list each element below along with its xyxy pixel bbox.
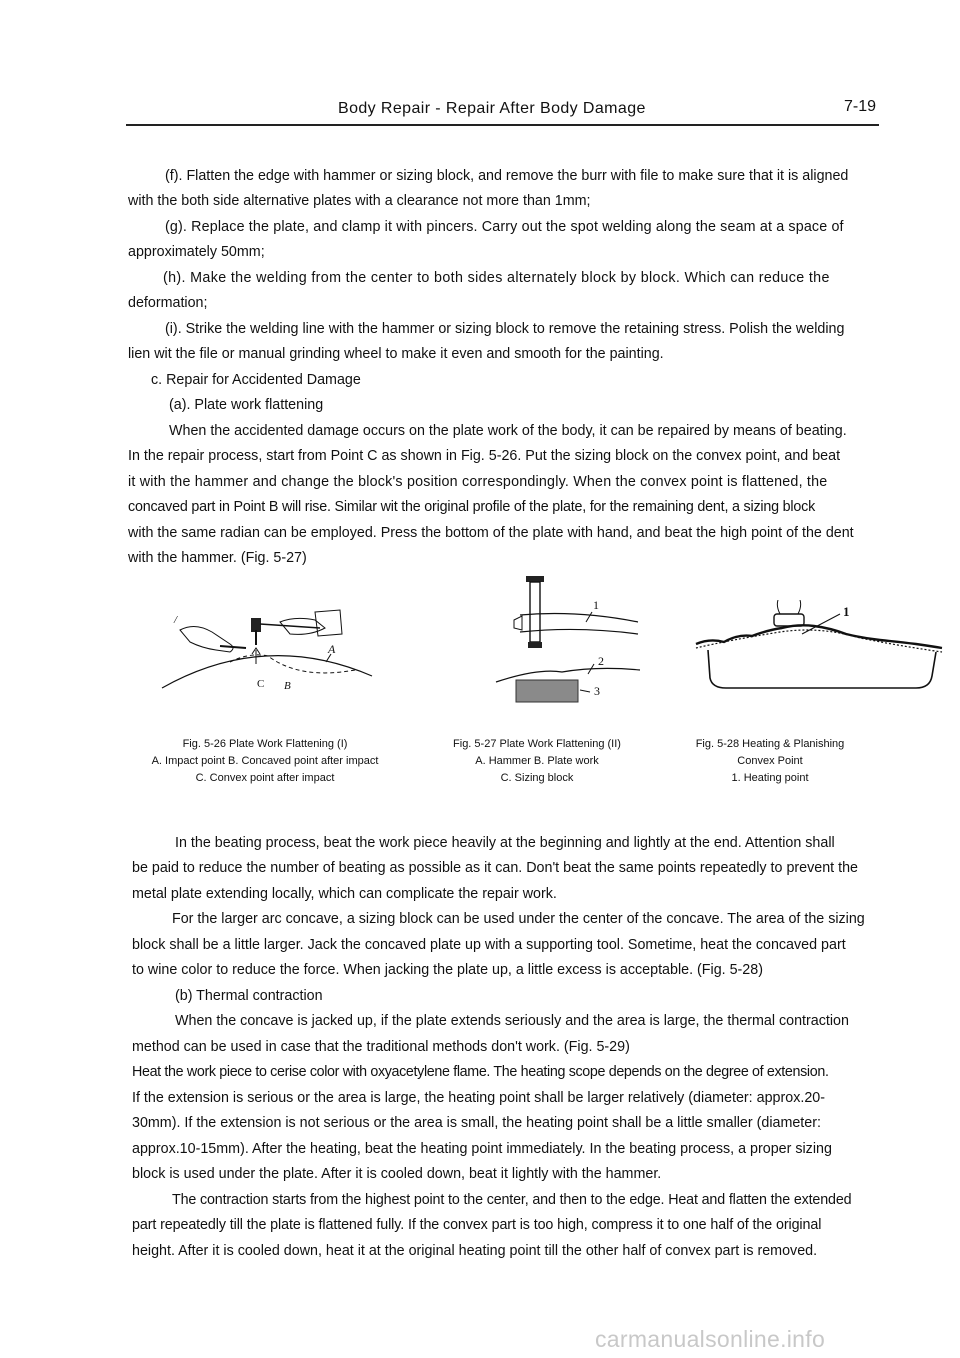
text-line: deformation; <box>128 295 208 311</box>
page-number: 7-19 <box>843 98 876 115</box>
figure-label-one: 1 <box>843 604 850 619</box>
caption-line: 1. Heating point <box>731 772 809 784</box>
text-line: part repeatedly till the plate is flattened fully. If the convex part is too high, compress it to one half of the original <box>132 1217 822 1233</box>
text-line: method can be used in case that the traditional methods don't work. (Fig. 5-29) <box>132 1039 630 1055</box>
text-line: 30mm). If the extension is not serious or the area is small, the heating point shall be a little smaller (diameter: <box>132 1115 821 1131</box>
figure-label-three: 3 <box>594 684 600 698</box>
header-rule <box>126 124 879 126</box>
caption-line: C. Sizing block <box>500 772 574 784</box>
figure-caption-5-28 <box>675 738 865 785</box>
page-header <box>126 100 880 122</box>
figure-label-two: 2 <box>598 654 604 668</box>
text-line: If the extension is serious or the area is large, the heating point shall be larger relatively (diameter: approx.20- <box>132 1090 825 1106</box>
text-line: with the hammer. (Fig. 5-27) <box>128 550 307 566</box>
figure-label-c: C <box>257 678 265 690</box>
caption-line: Convex Point <box>737 755 803 767</box>
text-line: block is used under the plate. After it is cooled down, beat it lightly with the hammer. <box>132 1166 662 1182</box>
text-line: lien wit the file or manual grinding wheel to make it even and smooth for the painting. <box>128 346 664 362</box>
figure-plate-flattening-1 <box>150 600 380 700</box>
text-line: For the larger arc concave, a sizing block can be used under the center of the concave. The area of the sizing <box>172 911 865 927</box>
text-line: with the both side alternative plates with a clearance not more than 1mm; <box>128 193 591 209</box>
caption-line: A. Impact point B. Concaved point after impact <box>151 755 379 767</box>
text-line: concaved part in Point B will rise. Similar wit the original profile of the plate, for the remaining dent, a sizing block <box>128 499 816 515</box>
text-line: be paid to reduce the number of beating as possible as it can. Don't beat the same points repeatedly to prevent the <box>132 860 858 876</box>
text-line: In the beating process, beat the work piece heavily at the beginning and lightly at the end. Attention shall <box>175 835 835 851</box>
figure-label-one: / <box>174 614 178 626</box>
figure-label-a: A <box>328 642 336 656</box>
text-line: metal plate extending locally, which can complicate the repair work. <box>132 886 557 902</box>
text-line: block shall be a little larger. Jack the concaved plate up with a supporting tool. Sometime, heat the concaved part <box>132 937 846 953</box>
figure-heating-planishing <box>690 600 950 695</box>
text-line: c. Repair for Accidented Damage <box>151 372 361 388</box>
text-line: (i). Strike the welding line with the hammer or sizing block to remove the retaining stress. Polish the welding <box>165 321 845 337</box>
caption-line: Fig. 5-28 Heating & Planishing <box>695 738 845 750</box>
figure-plate-flattening-2 <box>488 570 648 710</box>
text-line: (f). Flatten the edge with hammer or sizing block, and remove the burr with file to make sure that it is aligned <box>165 168 849 184</box>
text-line: When the accidented damage occurs on the plate work of the body, it can be repaired by means of beating. <box>169 423 847 439</box>
figure-caption-5-27 <box>420 738 654 785</box>
text-line: In the repair process, start from Point C as shown in Fig. 5-26. Put the sizing block on the convex point, and beat <box>128 448 841 464</box>
text-line: (a). Plate work flattening <box>169 397 324 413</box>
figure-caption-5-26 <box>130 738 400 785</box>
text-line: it with the hammer and change the block's position correspondingly. When the convex point is flattened, the <box>128 474 828 490</box>
text-line: with the same radian can be employed. Press the bottom of the plate with hand, and beat the high point of the dent <box>128 525 854 541</box>
text-line: approximately 50mm; <box>128 244 265 260</box>
caption-line: Fig. 5-27 Plate Work Flattening (II) <box>453 738 621 750</box>
text-line: The contraction starts from the highest point to the center, and then to the edge. Heat and flatten the extended <box>172 1192 852 1208</box>
caption-line: C. Convex point after impact <box>195 772 335 784</box>
caption-line: A. Hammer B. Plate work <box>475 755 599 767</box>
watermark: carmanualsonline.info <box>595 1326 826 1352</box>
caption-line: Fig. 5-26 Plate Work Flattening (I) <box>182 738 348 750</box>
figure-label-b: B <box>284 680 291 692</box>
text-line: (g). Replace the plate, and clamp it with pincers. Carry out the spot welding along the seam at a space of <box>165 219 844 235</box>
text-line: When the concave is jacked up, if the plate extends seriously and the area is large, the thermal contraction <box>175 1013 849 1029</box>
text-line: Heat the work piece to cerise color with oxyacetylene flame. The heating scope depends on the degree of extension. <box>132 1064 829 1080</box>
text-line: height. After it is cooled down, heat it at the original heating point till the other half of convex part is removed. <box>132 1243 818 1259</box>
figure-label-one: 1 <box>593 598 599 612</box>
text-line: (b) Thermal contraction <box>175 988 323 1004</box>
header-title: Body Repair - Repair After Body Damage <box>338 100 646 117</box>
text-line: (h). Make the welding from the center to both sides alternately block by block. Which can reduce the <box>163 270 830 286</box>
text-line: to wine color to reduce the force. When jacking the plate up, a little excess is acceptable. (Fig. 5-28) <box>132 962 763 978</box>
text-line: approx.10-15mm). After the heating, beat the heating point immediately. In the beating process, a proper sizing <box>132 1141 832 1157</box>
